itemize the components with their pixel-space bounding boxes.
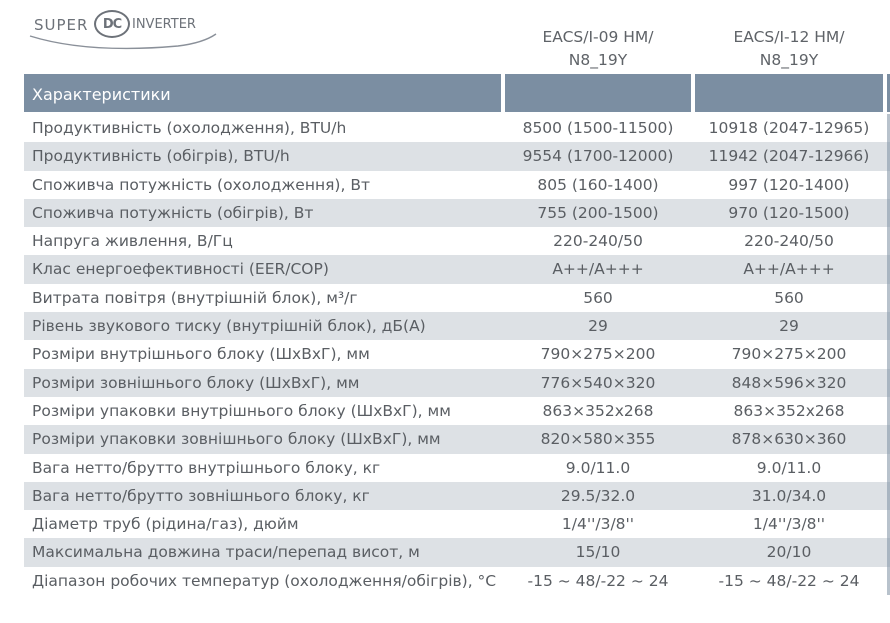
table-row — [24, 142, 890, 170]
row-value-model-1: 863×352x268 — [542, 401, 654, 420]
row-label: Розміри внутрішнього блоку (ШхВхГ), мм — [32, 345, 370, 364]
table-row — [24, 538, 890, 566]
model-heading-2 — [694, 26, 884, 72]
row-value-model-2: 10918 (2047-12965) — [708, 119, 870, 137]
table-row — [24, 482, 890, 510]
row-value-model-2: 997 (120-1400) — [728, 175, 850, 194]
table-row — [24, 199, 890, 227]
row-value-model-2: A++/A+++ — [743, 260, 835, 279]
row-value-model-1: 755 (200-1500) — [537, 203, 659, 222]
model-name-line2: N8_19Y — [568, 51, 628, 69]
table-row — [24, 567, 890, 595]
row-label: Розміри зовнішнього блоку (ШхВхГ), мм — [32, 373, 360, 392]
row-label: Рівень звукового тиску (внутрішній блок), дБ(А) — [32, 317, 426, 336]
row-value-model-2: 970 (120-1500) — [728, 203, 850, 222]
row-value-model-2: 863×352x268 — [733, 401, 845, 420]
row-label: Розміри упаковки внутрішнього блоку (ШхВхГ), мм — [32, 401, 451, 420]
row-value-model-2: 9.0/11.0 — [756, 458, 822, 477]
row-value-model-1: 560 — [583, 288, 613, 307]
table-row — [24, 114, 890, 142]
row-value-model-1: 9.0/11.0 — [565, 458, 631, 477]
table-row — [24, 510, 890, 538]
logo-swoosh-icon — [28, 32, 218, 54]
table-header-label: Характеристики — [24, 74, 501, 112]
row-value-model-1: 8500 (1500-11500) — [522, 119, 674, 137]
row-value-model-1: 15/10 — [575, 543, 621, 562]
row-label: Діаметр труб (рідина/газ), дюйм — [32, 515, 299, 534]
row-value-model-1: 776×540×320 — [540, 373, 656, 392]
row-value-model-1: A++/A+++ — [552, 260, 644, 279]
row-label: Споживча потужність (охолодження), Вт — [32, 175, 370, 194]
row-label: Напруга живлення, В/Гц — [32, 232, 233, 251]
row-label: Клас енергоефективності (EER/COP) — [32, 260, 329, 279]
row-value-model-2: 878×630×360 — [731, 430, 847, 449]
row-value-model-1: 29 — [588, 317, 608, 336]
row-value-model-2: 560 — [774, 288, 804, 307]
row-label: Максимальна довжина траси/перепад висот, м — [32, 543, 420, 562]
model-name-line1: EACS/I-09 HM/ — [542, 28, 654, 46]
row-value-model-2: 11942 (2047-12966) — [708, 147, 870, 166]
table-row — [24, 454, 890, 482]
row-label: Вага нетто/брутто внутрішнього блоку, кг — [32, 458, 381, 477]
row-value-model-2: 220-240/50 — [744, 232, 834, 251]
row-value-model-1: 820×580×355 — [540, 430, 656, 449]
table-row — [24, 255, 890, 283]
row-label: Продуктивність (обігрів), BTU/h — [32, 147, 290, 166]
table-row — [24, 425, 890, 453]
row-value-model-2: -15 ~ 48/-22 ~ 24 — [718, 571, 860, 590]
table-row — [24, 284, 890, 312]
row-value-model-2: 790×275×200 — [731, 345, 847, 364]
table-row — [24, 369, 890, 397]
table-row — [24, 312, 890, 340]
table-row — [24, 340, 890, 368]
table-row — [24, 397, 890, 425]
row-value-model-2: 20/10 — [766, 543, 812, 562]
logo-dc-badge: DC — [94, 10, 130, 38]
spec-table — [24, 114, 890, 595]
table-row — [24, 171, 890, 199]
row-value-model-1: 1/4''/3/8'' — [561, 515, 635, 534]
row-value-model-1: 805 (160-1400) — [537, 175, 659, 194]
row-value-model-2: 29 — [779, 317, 799, 336]
row-label: Вага нетто/брутто зовнішнього блоку, кг — [32, 486, 370, 505]
row-value-model-1: 9554 (1700-12000) — [522, 147, 674, 166]
row-label: Споживча потужність (обігрів), Вт — [32, 203, 314, 222]
row-label: Продуктивність (охолодження), BTU/h — [32, 119, 347, 137]
model-name-line2: N8_19Y — [759, 51, 819, 69]
row-value-model-1: 790×275×200 — [540, 345, 656, 364]
row-value-model-1: -15 ~ 48/-22 ~ 24 — [527, 571, 669, 590]
logo-super-text: SUPER — [34, 16, 89, 34]
row-value-model-1: 29.5/32.0 — [560, 486, 636, 505]
row-value-model-2: 848×596×320 — [731, 373, 847, 392]
model-name-line1: EACS/I-12 HM/ — [733, 28, 845, 46]
logo-inverter-text: INVERTER — [132, 17, 196, 32]
row-value-model-1: 220-240/50 — [553, 232, 643, 251]
model-heading-1 — [503, 26, 693, 72]
row-label: Розміри упаковки зовнішнього блоку (ШхВхГ), мм — [32, 430, 441, 449]
row-value-model-2: 1/4''/3/8'' — [752, 515, 826, 534]
row-label: Витрата повітря (внутрішній блок), м³/г — [32, 288, 358, 307]
table-row — [24, 227, 890, 255]
row-value-model-2: 31.0/34.0 — [751, 486, 827, 505]
table-header-cell-2 — [695, 74, 883, 112]
table-header-cell-1 — [505, 74, 691, 112]
row-label: Діапазон робочих температур (охолодження/обігрів), °C — [32, 571, 497, 590]
